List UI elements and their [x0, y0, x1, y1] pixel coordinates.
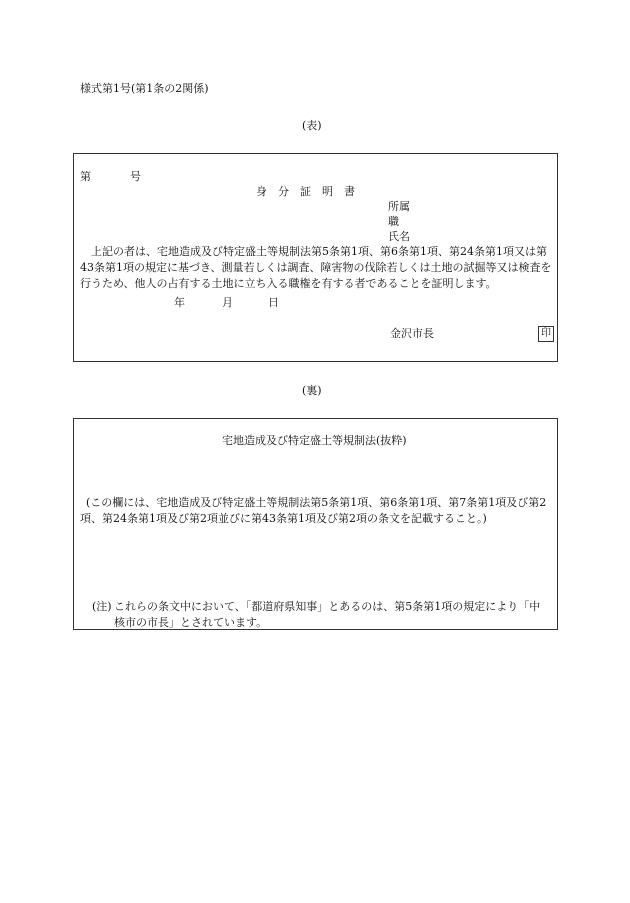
document-title: 身 分 証 明 書 — [256, 185, 355, 198]
affiliation-label: 所属 — [388, 200, 410, 213]
name-label: 氏名 — [388, 230, 410, 243]
back-label: (裏) — [302, 384, 322, 397]
instruction-text: (この欄には、宅地造成及び特定盛土等規制法第5条第1項、第6条第1項、第7条第1項及び第2項、第24条第1項及び第2項並びに第43条第1項及び第2項の条文を記載すること。) — [80, 496, 547, 525]
date-day: 日 — [268, 296, 279, 309]
note-text: これらの条文中において、「都道府県知事」とあるのは、第5条第1項の規定により「中核市の市長」とされています。 — [114, 600, 541, 629]
law-title: 宅地造成及び特定盛土等規制法(抜粋) — [222, 434, 407, 447]
front-label: (表) — [302, 119, 322, 132]
position-label: 職 — [388, 215, 399, 228]
note-label: (注) — [92, 600, 112, 613]
date-month: 月 — [222, 296, 233, 309]
back-card — [73, 418, 558, 630]
number-prefix: 第 — [80, 170, 91, 183]
form-title: 様式第1号(第1条の2関係) — [80, 82, 209, 95]
date-year: 年 — [174, 296, 185, 309]
issuer-name: 金沢市長 — [390, 327, 434, 340]
seal-mark: 印 — [538, 326, 554, 342]
front-card — [73, 153, 558, 362]
number-suffix: 号 — [130, 170, 141, 183]
certification-text: 上記の者は、宅地造成及び特定盛土等規制法第5条第1項、第6条第1項、第24条第1項又は第43条第1項の規定に基づき、測量若しくは調査、障害物の伐除若しくは土地の試掘等又は検査を行うため、他人の占有する土地に立ち入る職権を有する者であることを証明します。 — [80, 245, 552, 290]
